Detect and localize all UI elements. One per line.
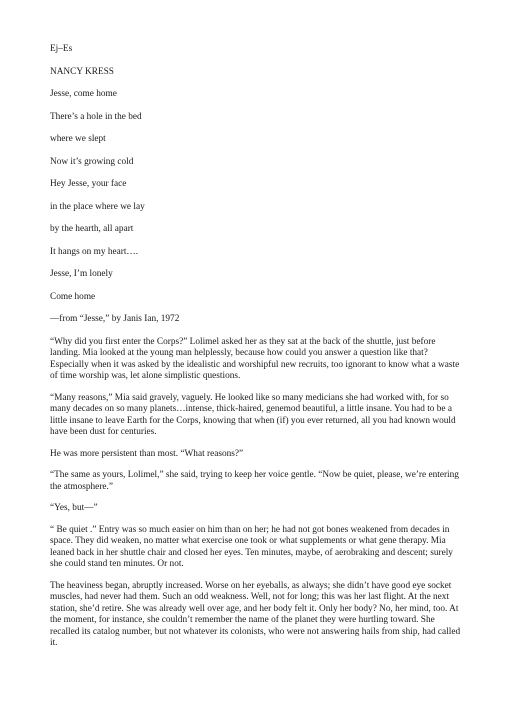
- epigraph-line: Jesse, I’m lonely: [50, 269, 113, 279]
- paragraph: The heaviness began, abruptly increased. Worse on her eyeballs, as always; she didn’t have good eye socket muscles, had never had them. Such an odd weakness. Well, not for long; this was her last flight. At the next station, she’d retire. She was already well over age, and her body felt it. Only her body? No, her mind, too. At the moment, for instance, she couldn’t remember the name of the planet they were hurtling toward. She recalled its catalog number, but not whatever its colonists, who were not answering hails from ship, had called it.: [50, 580, 461, 648]
- paragraph: He was more persistent than most. “What reasons?”: [50, 448, 244, 459]
- paragraph: “Many reasons,” Mia said gravely, vaguely. He looked like so many medicians she had worked with, for so many decades on so many planets…intense, thick-haired, genemod beautiful, a little insane. You had to be a little insane to leave Earth for the Corps, knowing that when (if) you ever returned, all you had known would have been dust for centuries.: [50, 392, 456, 437]
- epigraph-line: It hangs on my heart….: [50, 246, 139, 257]
- story-body: [50, 337, 462, 650]
- paragraph: “The same as yours, Lolimel,” she said, trying to keep her voice gentle. “Now be quiet, please, we’re entering the atmosphere.”: [50, 470, 459, 492]
- epigraph-line: where we slept: [50, 134, 106, 144]
- author-name: NANCY KRESS: [50, 66, 114, 77]
- epigraph-line: in the place where we lay: [50, 201, 145, 212]
- chapter-heading: Ej–Es: [50, 44, 73, 54]
- paragraph: “Why did you first enter the Corps?” Lolimel asked her as they sat at the back of the shuttle, just before landing. Mia looked at the young man helplessly, because how could you answer a question like that? Especially when it was asked by the idealistic and worshipful new recruits, too ignorant to know what a waste of time worship was, let alone simplistic questions.: [50, 336, 460, 381]
- epigraph-line: by the hearth, all apart: [50, 224, 134, 234]
- epigraph-line: Come home: [50, 291, 96, 302]
- document-page: [50, 44, 462, 660]
- epigraph-line: Now it’s growing cold: [50, 156, 134, 167]
- paragraph: “ Be quiet .” Entry was so much easier on him than on her; he had not got bones weakened from decades in space. They did weaken, no matter what exercise one took or what supplements or what gene therapy. Mia leaned back in her shuttle chair and closed her eyes. Ten minutes, maybe, of aerobraking and descent; surely she could stand ten minutes. Or not.: [50, 524, 453, 569]
- epigraph-line: Hey Jesse, your face: [50, 179, 127, 189]
- epigraph-attribution: —from “Jesse,” by Janis Ian, 1972: [50, 314, 180, 324]
- epigraph-line: There’s a hole in the bed: [50, 111, 142, 122]
- epigraph: [50, 89, 462, 326]
- paragraph: “Yes, but—”: [50, 503, 98, 513]
- epigraph-line: Jesse, come home: [50, 89, 117, 99]
